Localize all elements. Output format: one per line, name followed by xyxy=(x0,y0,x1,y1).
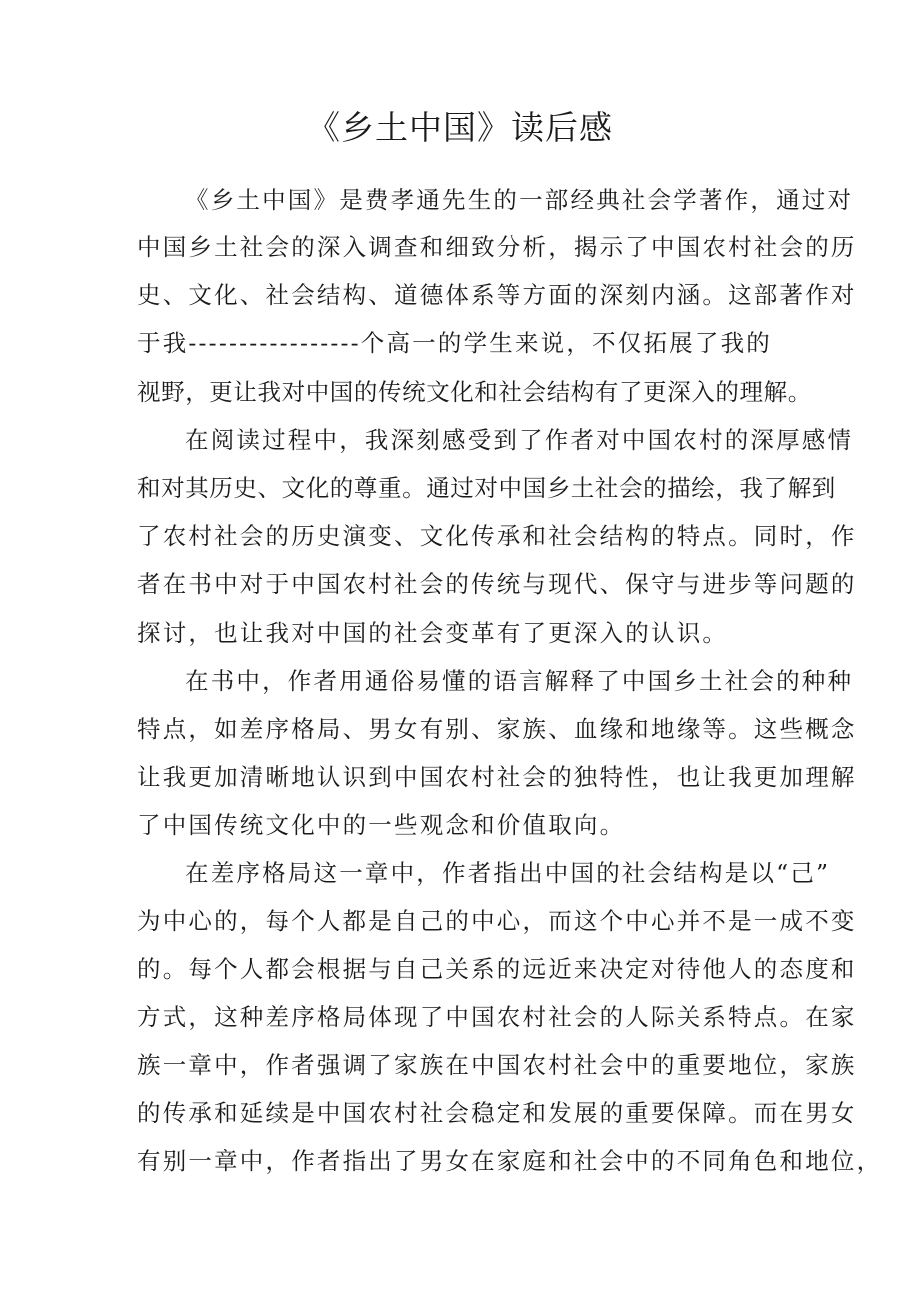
text-line: 为中心的，每个人都是自己的中心，而这个中心并不是一成不变 xyxy=(137,907,857,935)
text-line: 史、文化、社会结构、道德体系等方面的深刻内涵。这部著作对 xyxy=(137,281,857,309)
text-line: 于我-----------------个高一的学生来说，不仅拓展了我的 xyxy=(137,329,772,357)
text-line: 在阅读过程中，我深刻感受到了作者对中国农村的深厚感情 xyxy=(185,426,854,454)
text-line: 族一章中，作者强调了家族在中国农村社会中的重要地位，家族 xyxy=(137,1051,857,1079)
text-line: 在书中，作者用通俗易懂的语言解释了中国乡土社会的种种 xyxy=(185,667,854,695)
text-line: 者在书中对于中国农村社会的传统与现代、保守与进步等问题的 xyxy=(137,570,857,598)
text-line: 和对其历史、文化的尊重。通过对中国乡土社会的描绘，我了解到 xyxy=(137,474,836,502)
document-title: 《乡土中国》读后感 xyxy=(307,108,613,147)
text-line: 了中国传统文化中的一些观念和价值取向。 xyxy=(137,811,626,839)
text-line: 视野，更让我对中国的传统文化和社会结构有了更深入的理解。 xyxy=(137,378,812,406)
text-line: 让我更加清晰地认识到中国农村社会的独特性，也让我更加理解 xyxy=(137,763,857,791)
text-line: 《乡土中国》是费孝通先生的一部经典社会学著作，通过对 xyxy=(185,186,854,214)
text-line: 了农村社会的历史演变、文化传承和社会结构的特点。同时，作 xyxy=(137,522,857,550)
text-line: 探讨，也让我对中国的社会变革有了更深入的认识。 xyxy=(137,619,729,647)
text-line: 在差序格局这一章中，作者指出中国的社会结构是以“己” xyxy=(185,859,831,887)
text-line: 的传承和延续是中国农村社会稳定和发展的重要保障。而在男女 xyxy=(137,1099,857,1127)
text-line: 中国乡土社会的深入调查和细致分析，揭示了中国农村社会的历 xyxy=(137,233,857,261)
text-line: 有别一章中，作者指出了男女在家庭和社会中的不同角色和地位， xyxy=(137,1147,883,1175)
text-line: 特点，如差序格局、男女有别、家族、血缘和地缘等。这些概念 xyxy=(137,715,857,743)
text-line: 方式，这种差序格局体现了中国农村社会的人际关系特点。在家 xyxy=(137,1003,857,1031)
text-line: 的。每个人都会根据与自己关系的远近来决定对待他人的态度和 xyxy=(137,955,857,983)
